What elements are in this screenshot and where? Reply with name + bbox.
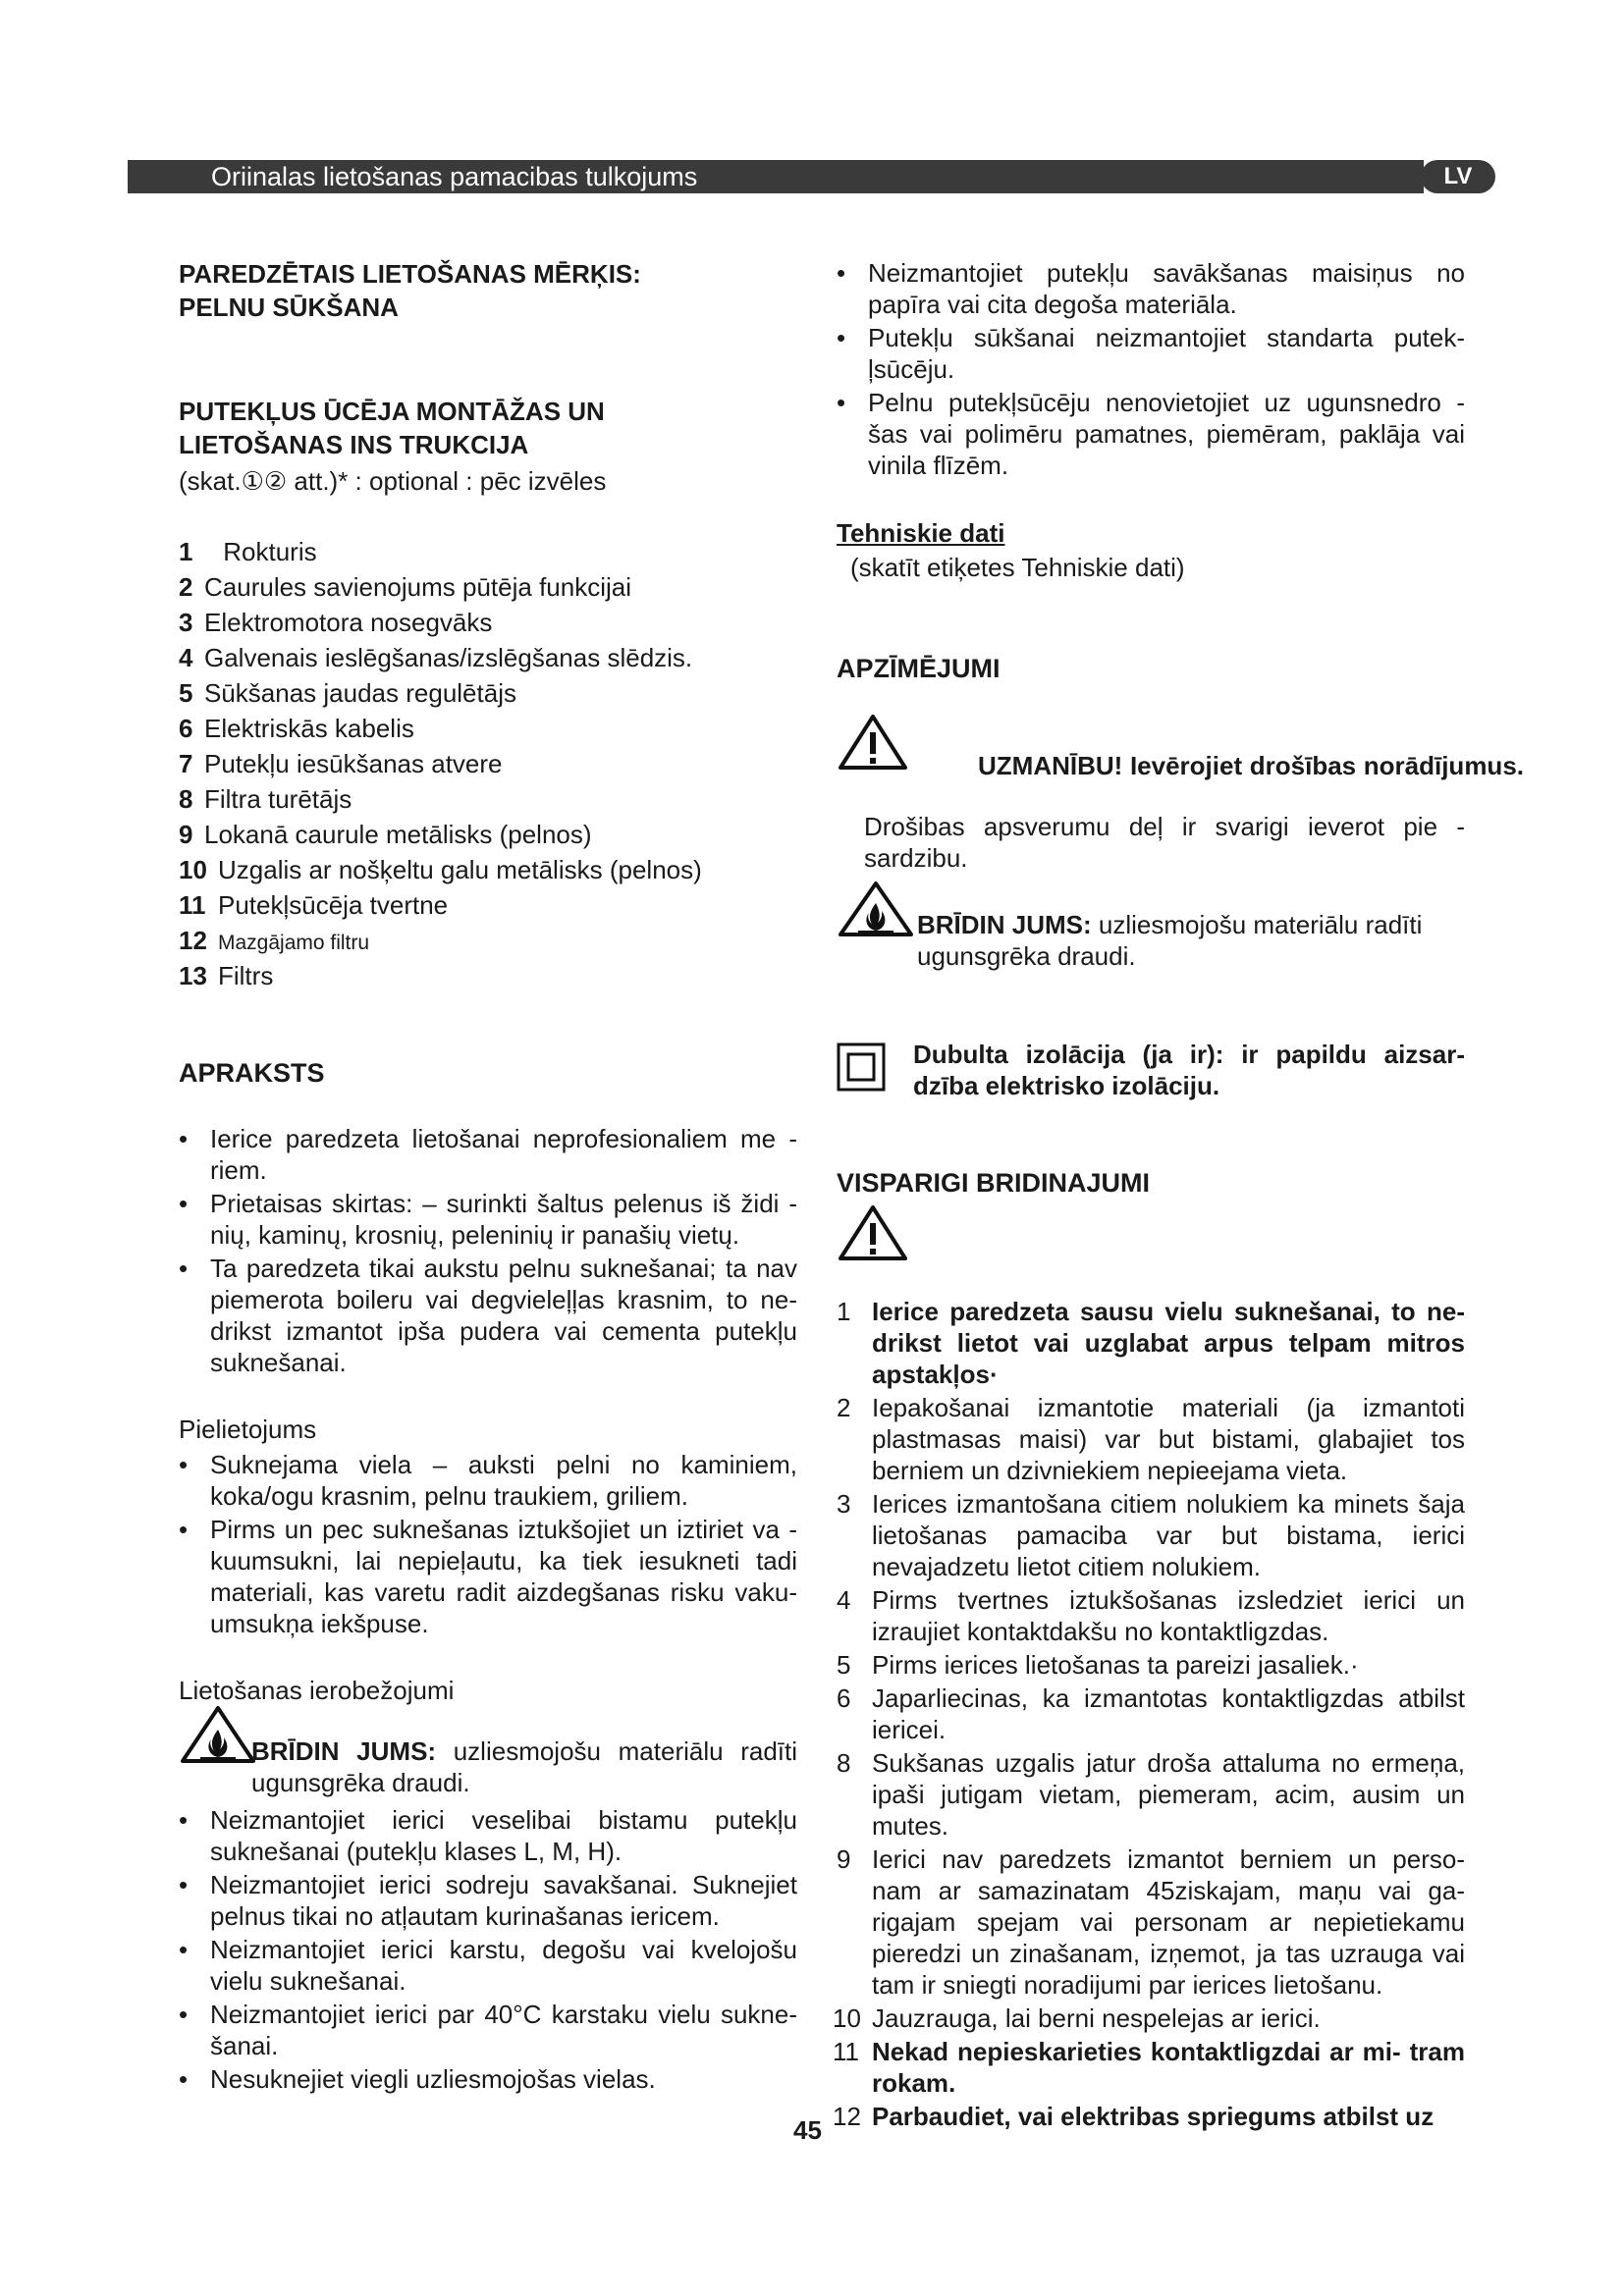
assembly-title-line1: PUTEKĻUS ŪCĒJA MONTĀŽAS UN <box>179 397 605 426</box>
caution-icon <box>837 713 909 772</box>
general-item: 12 Parbaudiet, vai elektribas spriegums atbilst uz <box>833 2102 1435 2131</box>
limits-item: • Neizmantojiet ierici sodreju savakšanai. Suknejiet pelnus tikai no atļautam kurinašanas iericem. <box>179 1869 797 1932</box>
description-item: • Prietaisas skirtas: – surinkti šaltus pelenus iš židi - nių, kaminų, krosnių, peleninių ir panašių vietų. <box>179 1188 797 1251</box>
general-warnings-list <box>833 1296 1465 2134</box>
part-item: 4 Galvenais ieslēgšanas/izslēgšanas slēdzis. <box>179 643 693 672</box>
language-badge: LV <box>1421 160 1495 193</box>
limits-item: • Neizmantojiet ierici veselibai bistamu putekļu suknešanai (putekļu klases L, M, H). <box>179 1804 797 1867</box>
fire-warning <box>917 909 1465 972</box>
limits-warning <box>251 1735 797 1798</box>
part-item: 12 Mazgājamo filtru <box>179 926 370 955</box>
parts-list <box>179 534 787 993</box>
use-item: • Suknejama viela – auksti pelni no kaminiem, koka/ogu krasnim, pelnu traukiem, griliem. <box>179 1449 797 1512</box>
description-item: • Ierice paredzeta lietošanai neprofesionaliem me - riem. <box>179 1123 797 1186</box>
use-item: • Pirms un pec suknešanas iztukšojiet un iztiriet va - kuumsukni, lai nepieļautu, ka tiek iesukneti tadi materiali, kas varetu radit aizdegšanas risku vaku- umsukņa iekšpuse. <box>179 1514 797 1639</box>
part-item: 13 Filtrs <box>179 961 274 990</box>
part-item: 9 Lokanā caurule metālisks (pelnos) <box>179 820 592 849</box>
part-item: 6 Elektriskās kabelis <box>179 714 414 743</box>
fire-warning-label: BRĪDIN JUMS: <box>917 910 1092 939</box>
description-item: • Ta paredzeta tikai aukstu pelnu suknešanai; ta nav piemerota boileru vai degvieleļļas krasnim, to ne- drikst izmantot ipša pudera vai cementa putekļu suknešanai. <box>179 1253 797 1378</box>
tech-title: Tehniskie dati <box>837 518 1005 548</box>
part-item: 3 Elektromotora nosegvāks <box>179 608 493 637</box>
general-item: 4 Pirms tvertnes iztukšošanas izsledziet ierici un izraujiet kontaktdakšu no kontaktligzdas. <box>837 1585 1465 1646</box>
purpose-title-line1: PAREDZĒTAIS LIETOŠANAS MĒRĶIS: <box>179 259 641 289</box>
fire-warning-text: uzliesmojošu materiālu radīti ugunsgrēka draudi. <box>917 910 1423 971</box>
part-item: 11 Putekļsūcēja tvertne <box>179 890 449 920</box>
general-item: 1 Ierice paredzeta sausu vielu suknešanai, to ne- drikst lietot vai uzglabat arpus telpam mitros apstakļos· <box>837 1297 1465 1389</box>
limits-item: • Nesuknejiet viegli uzliesmojošas vielas. <box>179 2063 797 2095</box>
general-item: 2 Iepakošanai izmantotie materiali (ja izmantoti plastmasas maisi) var but bistami, glabajiet tos berniem un dzivniekiem nepieejama vieta. <box>837 1393 1465 1485</box>
general-item: 9 Ierici nav paredzets izmantot berniem un perso- nam ar samazinatam 45ziskajam, maņu vai ga- rigajam spejam vai personam ar nepietiekamu pieredzi un zinašanam, izņemot, ja tas uzrauga vai tam ir sniegti noradijumi par ierices lietošanu. <box>837 1844 1465 2000</box>
general-item: 11 Nekad nepieskarieties kontaktligzdai ar mi- tram rokam. <box>833 2037 1465 2098</box>
page-number: 45 <box>793 2115 822 2145</box>
warning-text: uzliesmojošu materiālu radīti ugunsgrēka draudi. <box>251 1736 797 1797</box>
header-title: Oriinalas lietošanas pamacibas tulkojums <box>211 162 698 191</box>
general-item: 10 Jauzrauga, lai berni nespelejas ar ierici. <box>833 2003 1321 2033</box>
general-item: 8 Sukšanas uzgalis jatur droša attaluma no ermeņa, ipaši jutigam vietam, piemeram, acim, ausim un mutes. <box>837 1748 1465 1841</box>
purpose-title-line2: PELNU SŪKŠANA <box>179 293 399 322</box>
right-top-item: • Pelnu putekļsūcēju nenovietojiet uz ugunsnedro - šas vai polimēru pamatnes, piemēram, paklāja vai vinila flīzēm. <box>837 387 1465 481</box>
assembly-subtitle: (skat.①② att.)* : optional : pēc izvēles <box>179 466 607 496</box>
right-top-item: • Neizmantojiet putekļu savākšanas maisiņus no papīra vai cita degoša materiāla. <box>837 257 1465 320</box>
general-caution-icon <box>837 1203 909 1262</box>
general-item: 6 Japarliecinas, ka izmantotas kontaktligzdas atbilst iericei. <box>837 1683 1465 1744</box>
use-title: Pielietojums <box>179 1415 317 1444</box>
part-item: 2 Caurules savienojums pūtēja funkcijai <box>179 572 632 602</box>
right-top-item: • Putekļu sūkšanai neizmantojiet standarta putek- ļsūcēju. <box>837 322 1465 385</box>
limits-item: • Neizmantojiet ierici karstu, degošu vai kvelojošu vielu suknešanai. <box>179 1934 797 1997</box>
caution-text: Drošibas apsverumu deļ ir svarigi ieverot pie - sardzibu. <box>864 812 1465 873</box>
assembly-title-line2: LIETOŠANAS INS TRUKCIJA <box>179 430 529 459</box>
caution-label: UZMANĪBU! Ievērojiet drošības norādījumus. <box>978 751 1524 780</box>
limits-title: Lietošanas ierobežojumi <box>179 1676 455 1705</box>
warning-label: BRĪDIN JUMS: <box>251 1736 437 1766</box>
part-item: 7 Putekļu iesūkšanas atvere <box>179 749 503 778</box>
description-title: APRAKSTS <box>179 1058 325 1088</box>
fire-warning-icon <box>179 1704 257 1765</box>
fire-symbol-icon <box>837 880 915 938</box>
part-item: 8 Filtra turētājs <box>179 784 352 814</box>
limits-list <box>179 1804 797 2097</box>
description-list <box>179 1123 797 1380</box>
limits-item: • Neizmantojiet ierici par 40°C karstaku vielu sukne- šanai. <box>179 1999 797 2061</box>
double-insulation-text: Dubulta izolācija (ja ir): ir papildu aizsar- dzība elektrisko izolāciju. <box>913 1040 1465 1100</box>
part-item: 10 Uzgalis ar nošķeltu galu metālisks (pelnos) <box>179 855 702 884</box>
general-item: 5 Pirms ierices lietošanas ta pareizi jasaliek.· <box>837 1650 1359 1680</box>
part-item: 1 Rokturis <box>179 537 317 566</box>
general-item: 3 Ierices izmantošana citiem nolukiem ka minets šaja lietošanas pamaciba var but bistama, ierici nevajadzetu lietot citiem nolukiem. <box>837 1489 1465 1581</box>
tech-text: (skatīt etiķetes Tehniskie dati) <box>850 553 1185 582</box>
double-insulation-icon <box>837 1042 886 1092</box>
general-warnings-title: VISPARIGI BRIDINAJUMI <box>837 1168 1151 1198</box>
use-list <box>179 1449 797 1641</box>
symbols-title: APZĪMĒJUMI <box>837 654 1001 683</box>
part-item: 5 Sūkšanas jaudas regulētājs <box>179 678 516 708</box>
right-top-list <box>837 257 1465 483</box>
